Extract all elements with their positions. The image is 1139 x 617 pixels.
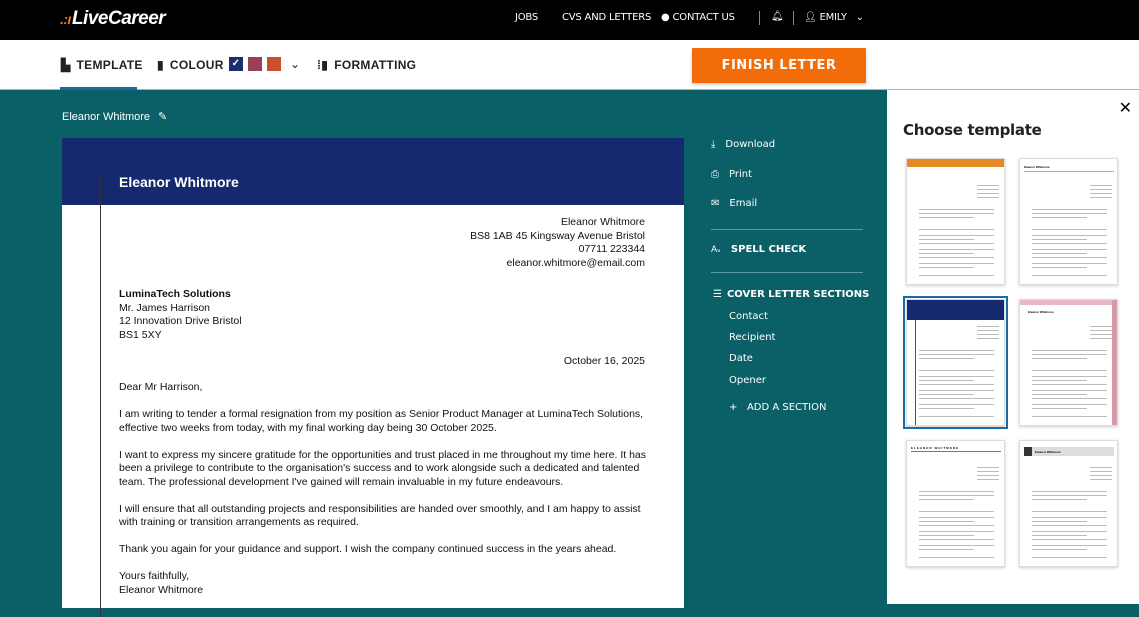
email-button[interactable]	[711, 198, 757, 209]
thumb-text-line	[977, 185, 999, 186]
thumb-text-line	[977, 197, 999, 198]
thumb-text-line	[1032, 499, 1087, 500]
spell-check-button[interactable]	[711, 244, 806, 255]
thumb-text-line	[1032, 239, 1087, 240]
thumb-name: Eleanor Whitmore	[1035, 450, 1061, 454]
thumb-text-line	[919, 525, 994, 526]
thumb-text-line	[919, 257, 994, 258]
contact-email: eleanor.whitmore@email.com	[506, 256, 645, 269]
thumb-text-line	[919, 354, 994, 355]
thumb-text-line	[977, 326, 999, 327]
thumb-text-line	[1032, 257, 1107, 258]
thumb-text-line	[1090, 193, 1112, 194]
label: Print	[729, 169, 753, 180]
thumb-text-line	[919, 408, 974, 409]
close-icon[interactable]: ✕	[1118, 100, 1132, 117]
thumb-text-line	[919, 390, 994, 391]
thumb-text-line	[1090, 197, 1112, 198]
thumb-text-line	[919, 495, 994, 496]
tab-formatting[interactable]	[317, 58, 416, 72]
thumb-text-line	[1090, 326, 1112, 327]
thumb-text-line	[919, 380, 974, 381]
thumb-text-line	[1090, 475, 1112, 476]
thumb-text-line	[977, 479, 999, 480]
thumb-text-line	[1090, 338, 1112, 339]
sections-header	[713, 289, 869, 300]
envelope-icon: ✉	[711, 198, 720, 209]
thumb-text-line	[919, 517, 994, 518]
thumb-text-line	[1032, 376, 1107, 377]
thumb-text-line	[977, 475, 999, 476]
formatting-icon: ⁞▮	[317, 58, 329, 72]
divider	[759, 11, 760, 25]
document-name-text: Eleanor Whitmore	[62, 110, 151, 123]
swatch-plum[interactable]	[248, 57, 262, 71]
thumb-text-line	[1090, 479, 1112, 480]
paragraph: Thank you again for your guidance and support. I wish the company continued success in the years ahead.	[119, 543, 617, 555]
paint-icon: ▮	[157, 58, 164, 72]
thumb-text-line	[919, 557, 994, 558]
contact-name: Eleanor Whitmore	[560, 216, 645, 228]
tab-label: TEMPLATE	[76, 58, 143, 72]
thumb-text-line	[1090, 471, 1112, 472]
thumb-text-line	[1032, 539, 1107, 540]
section-contact[interactable]: Contact	[729, 311, 768, 322]
document-icon: ▙	[61, 58, 71, 72]
contact-label: CONTACT US	[672, 12, 735, 23]
label: SPELL CHECK	[730, 244, 807, 255]
recipient-postcode: BS1 5XY	[119, 328, 162, 341]
thumb-text-line	[919, 267, 974, 268]
divider	[793, 11, 794, 25]
editor-toolbar	[0, 40, 1139, 90]
thumb-text-line	[1032, 249, 1107, 250]
thumb-text-line	[1032, 416, 1107, 417]
accent-line	[100, 177, 101, 617]
pencil-icon[interactable]: ✎	[158, 111, 168, 123]
swatch-navy-selected[interactable]: ✓	[229, 57, 243, 71]
thumb-text-line	[1032, 253, 1087, 254]
add-section-button[interactable]	[729, 402, 826, 413]
thumb-text-line	[1032, 275, 1107, 276]
thumb-text-line	[1032, 545, 1107, 546]
section-recipient[interactable]: Recipient	[729, 332, 776, 343]
thumb-text-line	[977, 334, 999, 335]
thumb-text-line	[1032, 243, 1107, 244]
thumb-text-line	[919, 394, 974, 395]
thumb-text-line	[919, 499, 974, 500]
thumb-text-line	[1032, 209, 1107, 210]
divider	[711, 229, 863, 230]
thumb-text-line	[919, 239, 974, 240]
thumb-text-line	[919, 229, 994, 230]
thumb-text-line	[919, 416, 994, 417]
chevron-down-icon[interactable]: ⌄	[290, 57, 301, 71]
list-icon: ☰	[713, 289, 722, 300]
contact-address: BS8 1AB 45 Kingsway Avenue Bristol	[470, 229, 645, 242]
letter-preview[interactable]	[62, 138, 684, 608]
livecareer-logo[interactable]: .:ıLiveCareer	[60, 8, 166, 29]
template-thumb-pink-line[interactable]	[1019, 158, 1118, 285]
label: COVER LETTER SECTIONS	[726, 289, 870, 300]
printer-icon: ⎙	[711, 169, 719, 180]
bell-icon[interactable]: 🔔︎	[771, 11, 784, 22]
letter-header: Eleanor Whitmore	[62, 138, 684, 205]
thumb-text-line	[919, 384, 994, 385]
thumb-text-line	[1032, 354, 1107, 355]
thumb-text-line	[977, 193, 999, 194]
thumb-text-line	[1032, 521, 1087, 522]
thumb-text-line	[1032, 263, 1107, 264]
paragraph: I will ensure that all outstanding projects and responsibilities are handed over smoothly, and I am happy to assist with training or transition arrangements as required.	[119, 502, 641, 528]
thumb-text-line	[1032, 557, 1107, 558]
label: ADD A SECTION	[746, 402, 827, 413]
divider	[711, 272, 863, 273]
thumb-text-line	[919, 545, 994, 546]
thumb-text-line	[1032, 267, 1087, 268]
thumb-text-line	[919, 376, 994, 377]
thumb-text-line	[919, 263, 994, 264]
user-icon: 👤︎	[804, 12, 817, 23]
thumb-text-line	[1032, 213, 1107, 214]
thumb-text-line	[919, 209, 994, 210]
thumb-text-line	[919, 275, 994, 276]
label: Email	[729, 198, 758, 209]
logo-text: LiveCareer	[71, 8, 166, 29]
thumb-text-line	[1032, 380, 1087, 381]
template-thumb-navy-selected[interactable]	[906, 299, 1005, 426]
label: Download	[725, 139, 776, 150]
thumb-text-line	[919, 511, 994, 512]
thumb-text-line	[919, 350, 994, 351]
thumb-text-line	[1032, 358, 1087, 359]
thumb-text-line	[1032, 525, 1107, 526]
thumb-text-line	[919, 521, 974, 522]
nav-contact-us[interactable]	[661, 12, 735, 23]
template-thumb-orange[interactable]	[906, 158, 1005, 285]
spell-check-icon: Aᵥ	[711, 244, 721, 255]
recipient-address: 12 Innovation Drive Bristol	[119, 315, 242, 327]
thumb-text-line	[977, 330, 999, 331]
thumb-text-line	[1032, 350, 1107, 351]
thumb-text-line	[919, 404, 994, 405]
recipient-block[interactable]	[119, 288, 242, 342]
signature: Eleanor Whitmore	[119, 583, 204, 596]
thumb-name: ELEANOR WHITMORE	[911, 446, 960, 450]
thumb-text-line	[1032, 511, 1107, 512]
thumb-text-line	[919, 217, 974, 218]
thumb-text-line	[919, 549, 974, 550]
user-menu[interactable]	[804, 12, 864, 23]
thumb-text-line	[1090, 189, 1112, 190]
template-thumb-pink[interactable]	[1019, 299, 1118, 426]
paragraph: I am writing to tender a formal resignation from my position as Senior Product Manager at LuminaTech Solutions, effective two weeks from today, with my final working day being 30 October 2025.	[119, 408, 644, 434]
download-icon: ⤓	[711, 139, 716, 150]
letter-date[interactable]: October 16, 2025	[563, 355, 645, 367]
thumb-text-line	[977, 338, 999, 339]
thumb-text-line	[977, 471, 999, 472]
thumb-text-line	[977, 467, 999, 468]
thumb-text-line	[919, 213, 994, 214]
download-button[interactable]	[711, 139, 775, 150]
thumb-text-line	[1032, 491, 1107, 492]
closing: Yours faithfully,	[119, 570, 190, 582]
section-opener[interactable]: Opener	[729, 375, 766, 386]
thumb-text-line	[919, 370, 994, 371]
recipient-company: LuminaTech Solutions	[119, 288, 231, 300]
thumb-name: Eleanor Whitmore	[1024, 165, 1050, 169]
finish-letter-button[interactable]: FINISH LETTER	[692, 48, 866, 83]
thumb-text-line	[1032, 549, 1087, 550]
tab-label: COLOUR	[169, 58, 224, 72]
template-thumb-grey[interactable]	[1019, 440, 1118, 567]
letter-body[interactable]	[119, 381, 649, 597]
contact-phone: 07711 223344	[578, 243, 645, 255]
nav-cvs-and-letters[interactable]: CVS AND LETTERS	[562, 12, 652, 23]
contact-block[interactable]	[470, 216, 645, 270]
thumb-text-line	[919, 398, 994, 399]
colour-swatches	[229, 57, 300, 71]
thumb-text-line	[1032, 384, 1107, 385]
thumb-text-line	[1032, 390, 1107, 391]
thumb-text-line	[1090, 185, 1112, 186]
tab-colour[interactable]	[157, 58, 224, 72]
paragraph: I want to express my sincere gratitude for the opportunities and trust placed in me throughout my time here. It has been a privilege to contribute to the organisation's success and to work alongside such a dedicated and talented team. The professional development I've gained will remain invaluable in my future endeavours.	[119, 448, 647, 488]
thumb-text-line	[919, 491, 994, 492]
thumb-text-line	[1032, 404, 1107, 405]
thumb-text-line	[1090, 467, 1112, 468]
recipient-name: Mr. James Harrison	[119, 301, 211, 314]
thumb-text-line	[919, 535, 974, 536]
salutation: Dear Mr Harrison,	[119, 381, 203, 393]
tab-label: FORMATTING	[334, 58, 417, 72]
thumb-text-line	[919, 235, 994, 236]
print-button[interactable]	[711, 169, 752, 180]
user-name: EMILY	[819, 12, 847, 23]
thumb-text-line	[1032, 217, 1087, 218]
chevron-down-icon: ⌄	[855, 12, 864, 23]
panel-title: Choose template	[903, 121, 1042, 139]
thumb-text-line	[919, 243, 994, 244]
template-thumb-classic[interactable]	[906, 440, 1005, 567]
thumb-text-line	[919, 249, 994, 250]
chat-icon: ●	[661, 12, 670, 23]
document-name[interactable]	[62, 110, 167, 123]
swatch-rust[interactable]	[267, 57, 281, 71]
thumb-text-line	[1032, 229, 1107, 230]
thumb-name: Eleanor Whitmore	[1028, 310, 1054, 314]
thumb-text-line	[1090, 334, 1112, 335]
thumb-text-line	[1032, 517, 1107, 518]
active-tab-indicator	[60, 87, 137, 90]
thumb-text-line	[1032, 235, 1107, 236]
tab-template[interactable]	[61, 58, 143, 72]
thumb-text-line	[1032, 495, 1107, 496]
thumb-text-line	[1090, 330, 1112, 331]
thumb-text-line	[1032, 398, 1107, 399]
thumb-text-line	[1032, 408, 1087, 409]
thumb-text-line	[919, 253, 974, 254]
thumb-text-line	[1032, 394, 1087, 395]
thumb-text-line	[919, 539, 994, 540]
thumb-text-line	[977, 189, 999, 190]
thumb-text-line	[1032, 531, 1107, 532]
nav-jobs[interactable]: JOBS	[515, 12, 539, 23]
top-nav-bar	[0, 0, 1139, 40]
section-date[interactable]: Date	[729, 353, 753, 364]
choose-template-panel	[887, 90, 1139, 604]
thumb-text-line	[1032, 535, 1087, 536]
thumb-text-line	[919, 531, 994, 532]
thumb-text-line	[919, 358, 974, 359]
plus-icon: +	[729, 402, 738, 413]
thumb-text-line	[1032, 370, 1107, 371]
